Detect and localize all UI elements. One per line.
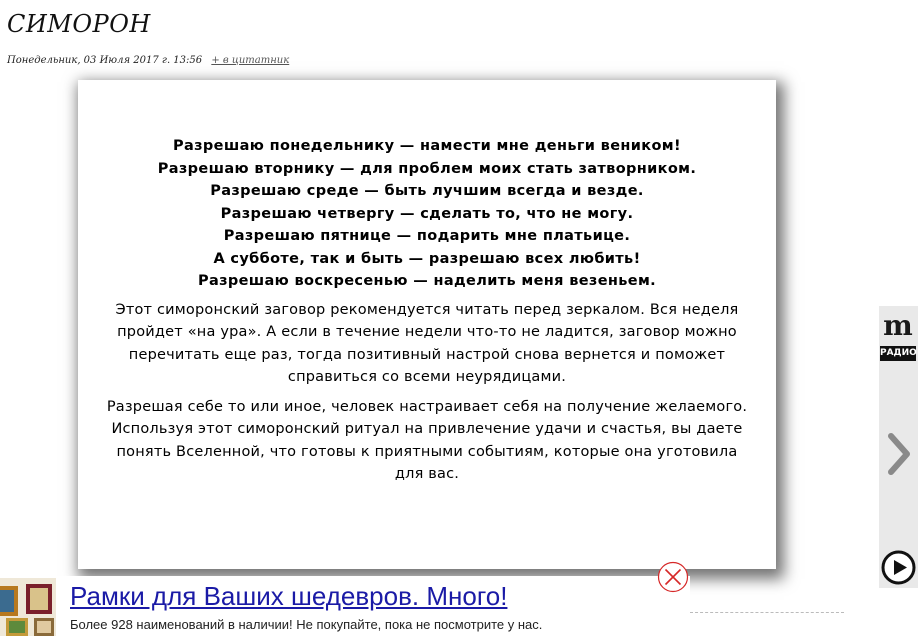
post-date: Понедельник, 03 Июля 2017 г. 13:56 xyxy=(7,55,203,66)
divider xyxy=(690,612,844,613)
ad-banner xyxy=(0,576,690,636)
poem-line: Разрешаю вторнику — для проблем моих стать затворником. xyxy=(157,160,697,177)
ad-thumbnail-image[interactable] xyxy=(0,578,56,636)
radio-logo[interactable] xyxy=(879,306,918,365)
description-paragraph-1 xyxy=(87,299,767,389)
poem-line: Разрешаю воскресенью — наделить меня везеньем. xyxy=(197,273,657,289)
paragraph-line: перечитать еще раз, тогда позитивный настрой снова вернется и поможет xyxy=(128,346,726,363)
radio-side-widget xyxy=(879,306,918,588)
poem-line: Разрешаю пятнице — подарить мне платьице. xyxy=(223,228,631,244)
post-meta xyxy=(7,55,289,66)
paragraph-line: Этот симоронский заговор рекомендуется читать перед зеркалом. Вся неделя xyxy=(115,301,739,318)
play-icon[interactable] xyxy=(881,550,916,585)
poem-line: Разрешаю четвергу — сделать то, что не могу. xyxy=(220,205,634,222)
chevron-right-icon[interactable] xyxy=(885,432,913,476)
paragraph-line: пройдет «на ура». А если в течение недели что-то не ладится, заговор можно xyxy=(117,324,737,340)
ad-title-link[interactable]: Рамки для Ваших шедевров. Много! xyxy=(70,581,508,611)
radio-logo-label: РАДИО xyxy=(880,346,916,361)
paragraph-line: Используя этот симоронский ритуал на привлечение удачи и счастья, вы даете xyxy=(111,421,743,437)
paragraph-line: понять Вселенной, что готовы к приятными событиям, которые она уготовила xyxy=(116,443,738,460)
post-image-card xyxy=(78,80,776,569)
post-title: СИМОРОН xyxy=(7,10,151,38)
paragraph-line: справиться со всеми неурядицами. xyxy=(287,369,567,385)
poem-line: Разрешаю среде — быть лучшим всегда и везде. xyxy=(210,183,644,199)
add-to-quotes-link[interactable]: + в цитатник xyxy=(211,55,290,66)
poem xyxy=(97,135,757,293)
paragraph-line: Разрешая себе то или иное, человек настраивает себя на получение желаемого. xyxy=(106,398,748,415)
description-paragraph-2 xyxy=(87,396,767,486)
close-icon[interactable] xyxy=(657,561,689,593)
radio-logo-letter: m xyxy=(883,309,913,342)
poem-line: А субботе, так и быть — разрешаю всех любить! xyxy=(213,250,641,267)
paragraph-line: для вас. xyxy=(394,466,460,482)
ad-description: Более 928 наименований в наличии! Не покупайте, пока не посмотрите у нас. xyxy=(70,617,543,632)
poem-line: Разрешаю понедельнику — намести мне деньги веником! xyxy=(173,138,681,154)
